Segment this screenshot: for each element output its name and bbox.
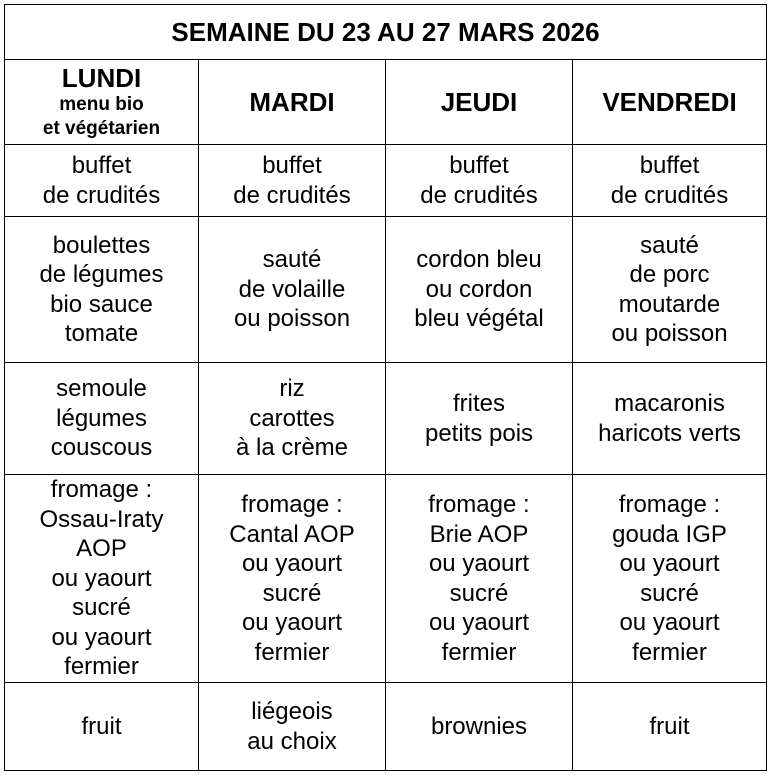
day-name: MARDI [249,87,335,117]
dish-line: tomate [64,320,139,347]
menu-cell-tuesday-dairy [199,475,386,683]
dish-line: Cantal AOP [229,520,355,548]
dish-line: liégeois [251,698,333,725]
dish-line: moutarde [618,290,721,318]
menu-cell-thursday-main-dish [386,217,573,363]
dish-line: macaronis [614,390,725,417]
dish-line: Ossau-Iraty [39,505,164,533]
dish-line: bio sauce [50,290,153,318]
dish-line: bleu végétal [414,305,544,333]
menu-cell-monday-side-dish [5,363,199,475]
menu-cell-monday-dessert [5,683,199,771]
dish-line: ou yaourt [428,609,530,636]
dish-line: gouda IGP [612,520,727,548]
menu-cell-tuesday-main-dish [199,217,386,363]
dish-line: carottes [249,404,335,432]
dish-line: petits pois [424,419,534,447]
dish-line: fromage : [50,476,153,504]
dish-line: de crudités [42,181,161,209]
dish-line: fromage : [618,491,721,518]
dish-line: fermier [254,638,330,666]
menu-cell-friday-dessert [573,683,767,771]
menu-cell-thursday-starter [386,145,573,217]
menu-row-dessert [5,683,767,771]
menu-cell-monday-dairy [5,475,199,683]
day-subtitle: et végétarien [42,118,161,139]
day-header-row [5,60,767,145]
dish-line: fruit [81,712,122,740]
dish-line: sauté [640,231,699,259]
day-header-tuesday [199,60,386,145]
day-header-friday [573,60,767,145]
dish-line: à la crème [235,434,349,462]
dish-line: couscous [50,434,153,462]
menu-title: SEMAINE DU 23 AU 27 MARS 2026 [5,5,767,60]
dish-line: buffet [639,152,700,179]
dish-line: sucré [72,594,131,622]
dish-line: de crudités [610,181,729,209]
menu-body [5,145,767,771]
dish-line: sauté [262,246,322,274]
dish-line: légumes [56,404,147,432]
dish-line: ou yaourt [619,550,720,577]
menu-cell-monday-main-dish [5,217,199,363]
dish-line: Brie AOP [429,520,529,548]
dish-line: fruit [649,712,690,740]
menu-row-side-dish [5,363,767,475]
dish-line: fermier [632,638,707,666]
dish-line: ou yaourt [241,609,343,636]
day-header-thursday [386,60,573,145]
dish-line: de volaille [238,275,346,303]
dish-line: de légumes [39,261,164,288]
menu-row-dairy [5,475,767,683]
dish-line: ou poisson [611,320,728,347]
dish-line: fermier [441,638,517,666]
dish-line: brownies [430,712,528,740]
dish-line: riz [279,375,305,403]
dish-line: fermier [64,653,139,681]
dish-line: buffet [262,152,322,179]
dish-line: ou poisson [233,305,351,333]
dish-line: fromage : [428,491,530,518]
menu-cell-tuesday-dessert [199,683,386,771]
dish-line: buffet [449,152,509,179]
dish-line: haricots verts [598,419,741,447]
menu-cell-friday-side-dish [573,363,767,475]
dish-line: AOP [76,535,127,563]
day-subtitle: menu bio [59,94,144,115]
dish-line: ou yaourt [51,623,152,651]
menu-cell-thursday-side-dish [386,363,573,475]
menu-row-starter [5,145,767,217]
dish-line: fromage : [241,491,343,518]
menu-row-main-dish [5,217,767,363]
menu-cell-monday-starter [5,145,199,217]
weekly-menu-table [4,4,767,771]
menu-cell-tuesday-side-dish [199,363,386,475]
dish-line: de crudités [420,181,538,209]
dish-line: buffet [71,152,132,179]
day-header-monday [5,60,199,145]
dish-line: ou yaourt [428,550,530,577]
menu-cell-tuesday-starter [199,145,386,217]
dish-line: frites [452,390,505,417]
dish-line: ou yaourt [51,564,152,592]
dish-line: de crudités [233,181,351,209]
menu-cell-friday-dairy [573,475,767,683]
menu-cell-thursday-dessert [386,683,573,771]
dish-line: ou cordon [425,275,533,303]
dish-line: au choix [247,727,337,755]
dish-line: sucré [640,579,699,607]
day-name: LUNDI [61,63,142,93]
dish-line: cordon bleu [416,246,542,274]
dish-line: semoule [56,375,147,403]
dish-line: boulettes [52,231,151,259]
dish-line: sucré [262,579,322,607]
day-name: JEUDI [440,87,518,117]
dish-line: de porc [629,261,710,288]
menu-cell-thursday-dairy [386,475,573,683]
menu-cell-friday-starter [573,145,767,217]
menu-cell-friday-main-dish [573,217,767,363]
day-name: VENDREDI [602,87,737,117]
dish-line: ou yaourt [241,550,343,577]
dish-line: ou yaourt [619,609,720,636]
dish-line: sucré [449,579,509,607]
